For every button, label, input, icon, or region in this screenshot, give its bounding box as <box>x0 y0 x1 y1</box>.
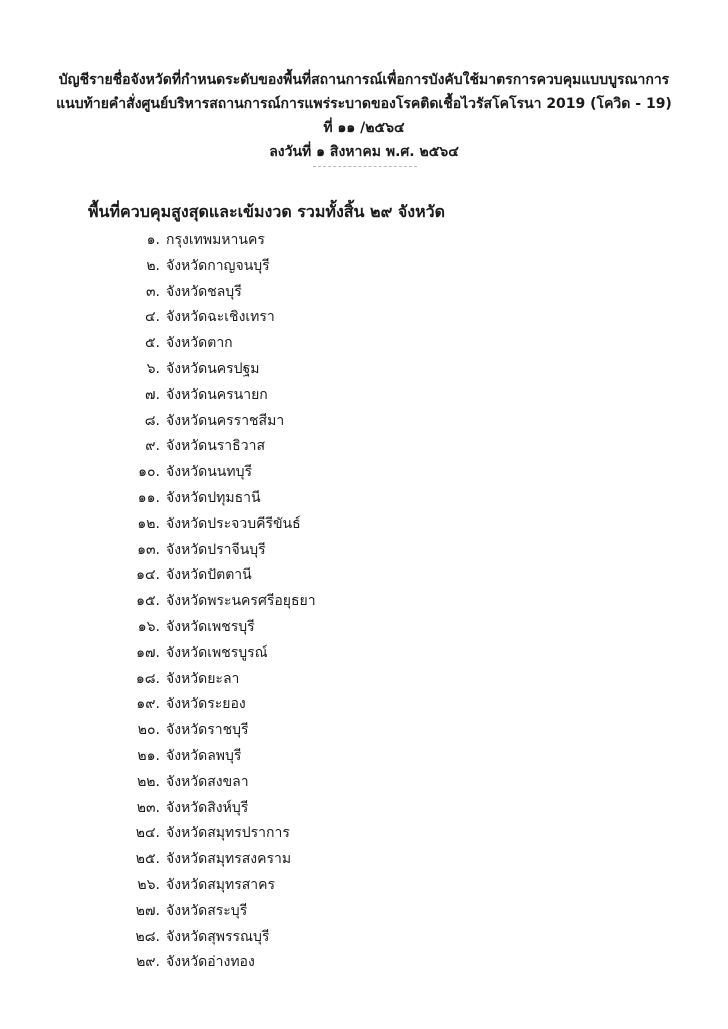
list-item-number: ๕. <box>144 335 160 352</box>
list-item-number: ๑๕. <box>136 593 160 610</box>
list-item-province-name: จังหวัดระยอง <box>166 696 246 713</box>
list-item-number: ๑๒. <box>137 515 160 532</box>
list-item <box>120 796 316 822</box>
list-item-province-name: จังหวัดสมุทรปราการ <box>166 825 290 842</box>
list-item <box>120 434 316 460</box>
list-item-province-name: จังหวัดสมุทรสาคร <box>166 876 276 893</box>
list-item <box>120 925 316 951</box>
list-item-province-name: จังหวัดลพบุรี <box>166 747 242 764</box>
list-item <box>120 718 316 744</box>
list-item-number: ๗. <box>145 386 160 403</box>
list-item <box>120 950 316 976</box>
list-item-province-name: จังหวัดเพชรบุรี <box>166 618 255 635</box>
list-item-number: ๒๑. <box>137 747 160 764</box>
list-item-number: ๒๘. <box>135 928 160 945</box>
document-header <box>0 68 728 164</box>
list-item-province-name: จังหวัดสระบุรี <box>166 902 248 919</box>
list-item-province-name: จังหวัดสุพรรณบุรี <box>166 928 270 945</box>
list-item-number: ๔. <box>144 309 160 326</box>
list-item-province-name: จังหวัดสมุทรสงคราม <box>166 851 292 868</box>
header-title-line2: แนบท้ายคำสั่งศูนย์บริหารสถานการณ์การแพร่ระบาดของโรคติดเชื้อไวรัสโคโรนา 2019 (โควิด - 19) <box>56 96 672 112</box>
list-item-province-name: จังหวัดนนทบุรี <box>166 464 252 481</box>
list-item-province-name: จังหวัดพระนครศรีอยุธยา <box>166 593 316 610</box>
list-item <box>120 409 316 435</box>
list-item-province-name: จังหวัดนราธิวาส <box>166 438 265 455</box>
list-item <box>120 512 316 538</box>
header-divider <box>313 166 417 167</box>
list-item-province-name: จังหวัดสิงห์บุรี <box>166 799 249 816</box>
list-item-province-name: จังหวัดปราจีนบุรี <box>166 541 266 558</box>
order-number: ที่ ๑๑ /๒๕๖๔ <box>323 120 405 136</box>
list-item-province-name: จังหวัดฉะเชิงเทรา <box>166 309 275 326</box>
list-item-number: ๒๖. <box>137 876 160 893</box>
list-item-province-name: จังหวัดนครราชสีมา <box>166 412 285 429</box>
list-item <box>120 641 316 667</box>
list-item-number: ๒๓. <box>136 799 160 816</box>
list-item-number: ๑๐. <box>138 464 160 481</box>
list-item-number: ๑๗. <box>136 644 160 661</box>
list-item-province-name: กรุงเทพมหานคร <box>166 232 265 248</box>
list-item <box>120 486 316 512</box>
list-item-number: ๒๗. <box>135 902 160 919</box>
list-item-number: ๒. <box>146 257 160 274</box>
list-item <box>120 538 316 564</box>
list-item <box>120 744 316 770</box>
list-item-province-name: จังหวัดนครนายก <box>166 386 268 403</box>
list-item-province-name: จังหวัดกาญจนบุรี <box>166 257 270 274</box>
list-item <box>120 692 316 718</box>
list-item-number: ๑๘. <box>135 670 160 687</box>
list-item-province-name: จังหวัดปทุมธานี <box>166 489 261 506</box>
list-item <box>120 460 316 486</box>
list-item-number: ๙. <box>145 438 160 455</box>
list-item <box>120 280 316 306</box>
list-item <box>120 563 316 589</box>
list-item <box>120 615 316 641</box>
list-item-province-name: จังหวัดอ่างทอง <box>166 954 255 971</box>
list-item-number: ๑๙. <box>136 696 160 713</box>
list-item-number: ๒๙. <box>136 954 160 971</box>
list-item <box>120 899 316 925</box>
list-item-number: ๒๒. <box>137 773 160 790</box>
list-item-number: ๑๑. <box>137 489 160 506</box>
list-item-number: ๒๐. <box>137 722 160 739</box>
list-item-province-name: จังหวัดตาก <box>166 335 233 352</box>
list-item <box>120 254 316 280</box>
list-item-province-name: จังหวัดราชบุรี <box>166 722 249 739</box>
list-item-number: ๖. <box>146 360 160 377</box>
order-date: ลงวันที่ ๑ สิงหาคม พ.ศ. ๒๕๖๔ <box>269 144 459 160</box>
list-item <box>120 847 316 873</box>
list-item-province-name: จังหวัดปัตตานี <box>166 567 252 584</box>
header-title-line1: บัญชีรายชื่อจังหวัดที่กำหนดระดับของพื้นที่สถานการณ์เพื่อการบังคับใช้มาตรการควบคุมแบบบูรณาการ <box>58 72 670 88</box>
list-item <box>120 873 316 899</box>
list-item-number: ๓. <box>145 283 160 300</box>
list-item-number: ๑. <box>146 232 160 248</box>
list-item <box>120 770 316 796</box>
list-item-province-name: จังหวัดชลบุรี <box>166 283 242 300</box>
list-item-province-name: จังหวัดนครปฐม <box>166 360 260 377</box>
list-item-number: ๑๖. <box>137 618 160 635</box>
list-item <box>120 667 316 693</box>
list-item <box>120 357 316 383</box>
section-title: พื้นที่ควบคุมสูงสุดและเข้มงวด รวมทั้งสิ้น ๒๙ จังหวัด <box>88 202 445 221</box>
list-item-province-name: จังหวัดประจวบคีรีขันธ์ <box>166 515 301 532</box>
list-item-number: ๑๔. <box>136 567 160 584</box>
list-item-number: ๒๕. <box>135 851 160 868</box>
list-item <box>120 331 316 357</box>
list-item-province-name: จังหวัดยะลา <box>166 670 240 687</box>
list-item-number: ๒๔. <box>135 825 160 842</box>
list-item <box>120 821 316 847</box>
list-item <box>120 305 316 331</box>
list-item <box>120 383 316 409</box>
list-item-province-name: จังหวัดเพชรบูรณ์ <box>166 644 268 661</box>
list-item-number: ๑๓. <box>137 541 160 558</box>
list-item-province-name: จังหวัดสงขลา <box>166 773 249 790</box>
list-item <box>120 228 316 254</box>
province-list <box>120 228 316 976</box>
list-item <box>120 589 316 615</box>
list-item-number: ๘. <box>144 412 160 429</box>
